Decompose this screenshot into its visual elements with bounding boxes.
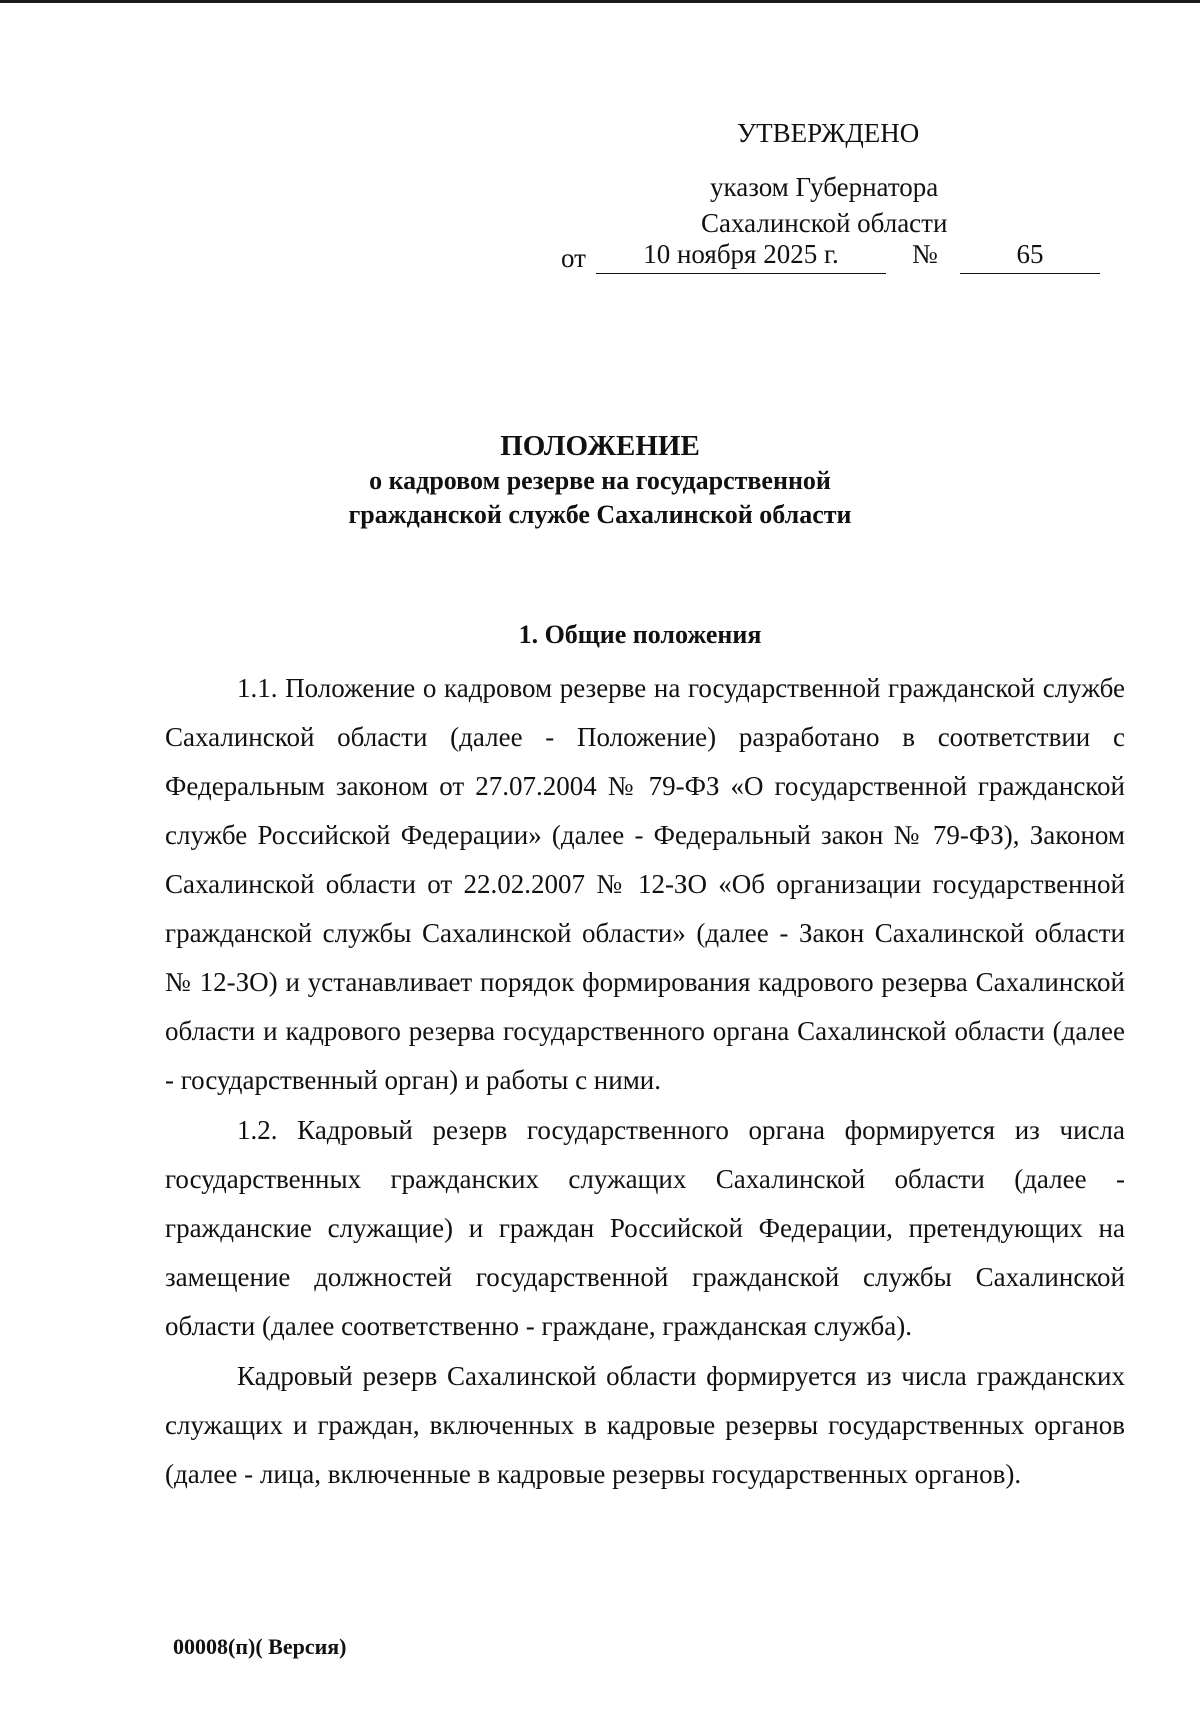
footer-document-code: 00008(п)( Версия) <box>173 1634 347 1659</box>
approval-region-line: Сахалинской области <box>701 208 948 238</box>
document-body <box>165 664 1125 1499</box>
number-prefix: № <box>912 239 938 269</box>
document-subtitle-line-1: о кадровом резерве на государственной <box>369 466 831 495</box>
document-title: ПОЛОЖЕНИЕ <box>500 430 700 462</box>
section-heading: 1. Общие положения <box>518 620 762 649</box>
paragraph-reserve-region: Кадровый резерв Сахалинской области формируется из числа гражданских служащих и граждан, включенных в кадровые резервы государственных органов (далее - лица, включенные в кадровые резервы государственных органов). <box>165 1361 1125 1489</box>
document-subtitle-line-2: гражданской службе Сахалинской области <box>348 500 852 529</box>
top-border-line <box>0 0 1200 3</box>
date-prefix: от <box>561 243 586 273</box>
approval-number: 65 <box>960 239 1100 274</box>
approval-date-row <box>540 239 1120 275</box>
approval-title: УТВЕРЖДЕНО <box>737 118 920 148</box>
paragraph-1-1: 1.1. Положение о кадровом резерве на государственной гражданской службе Сахалинской области (далее - Положение) разработано в соответствии с Федеральным законом от 27.07.2004 № 79-ФЗ «О государственной гражданской службе Российской Федерации» (далее - Федеральный закон № 79-ФЗ), Законом Сахалинской области от 22.02.2007 № 12-ЗО «Об организации государственной гражданской службы Сахалинской области» (далее - Закон Сахалинской области № 12-ЗО) и устанавливает порядок формирования кадрового резерва Сахалинской области и кадрового резерва государственного органа Сахалинской области (далее - государственный орган) и работы с ними. <box>165 673 1125 1095</box>
paragraph-1-2: 1.2. Кадровый резерв государственного органа формируется из числа государственных гражданских служащих Сахалинской области (далее - гражданские служащие) и граждан Российской Федерации, претендующих на замещение должностей государственной гражданской службы Сахалинской области (далее соответственно - граждане, гражданская служба). <box>165 1115 1125 1341</box>
document-title-block <box>0 428 1200 532</box>
approval-authority-line: указом Губернатора <box>710 172 939 202</box>
approval-date: 10 ноября 2025 г. <box>596 239 886 274</box>
